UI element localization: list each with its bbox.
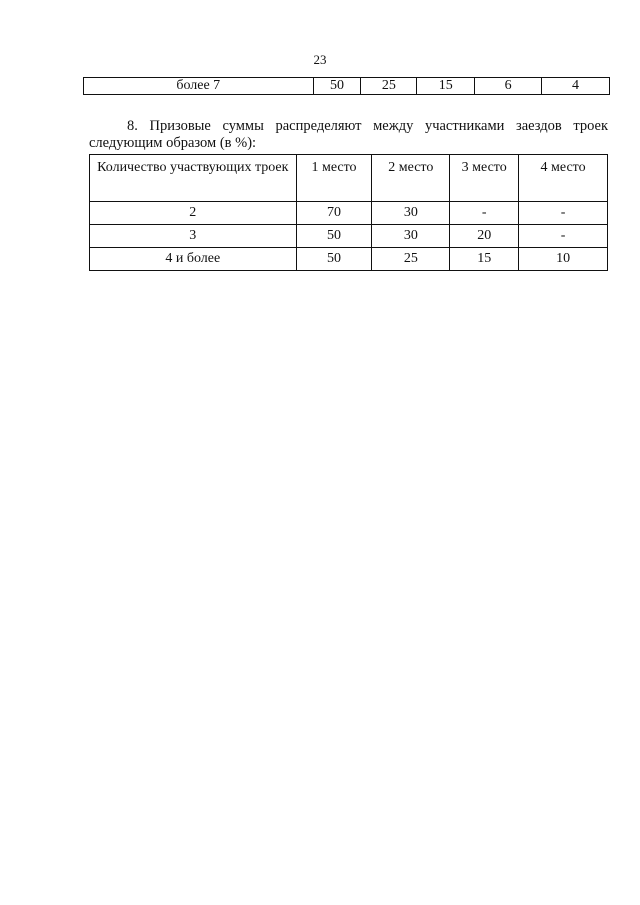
column-header: 3 место — [450, 155, 519, 202]
table-cell: - — [519, 202, 608, 225]
table-cell: 50 — [296, 225, 372, 248]
table-cell: 2 — [90, 202, 297, 225]
table-cell: 50 — [313, 78, 361, 95]
table-cell: - — [450, 202, 519, 225]
table-cell: 15 — [417, 78, 475, 95]
table-cell: 70 — [296, 202, 372, 225]
top-table — [83, 77, 610, 95]
column-header: 1 место — [296, 155, 372, 202]
column-header: 4 место — [519, 155, 608, 202]
table-cell: 6 — [475, 78, 542, 95]
table-cell: 3 — [90, 225, 297, 248]
table-cell: - — [519, 225, 608, 248]
table-cell: 30 — [372, 202, 450, 225]
table-cell: 50 — [296, 248, 372, 271]
table-cell: 30 — [372, 225, 450, 248]
column-header: Количество участвующих троек — [90, 155, 297, 202]
table-cell: 4 и более — [90, 248, 297, 271]
table-header-row — [90, 155, 608, 202]
paragraph-text: 8. Призовые суммы распределяют между участниками заездов троек следующим образом (в %): — [89, 118, 608, 151]
table-cell: 10 — [519, 248, 608, 271]
prize-distribution-table — [89, 154, 608, 271]
table-cell: 4 — [542, 78, 610, 95]
table-cell: 25 — [361, 78, 417, 95]
table-row — [90, 202, 608, 225]
table-row — [90, 225, 608, 248]
table-cell: 20 — [450, 225, 519, 248]
table-cell: 25 — [372, 248, 450, 271]
table-cell: 15 — [450, 248, 519, 271]
table-row — [84, 78, 610, 95]
table-cell: более 7 — [84, 78, 314, 95]
table-row — [90, 248, 608, 271]
column-header: 2 место — [372, 155, 450, 202]
page-number: 23 — [313, 52, 327, 67]
section-paragraph — [89, 118, 608, 152]
